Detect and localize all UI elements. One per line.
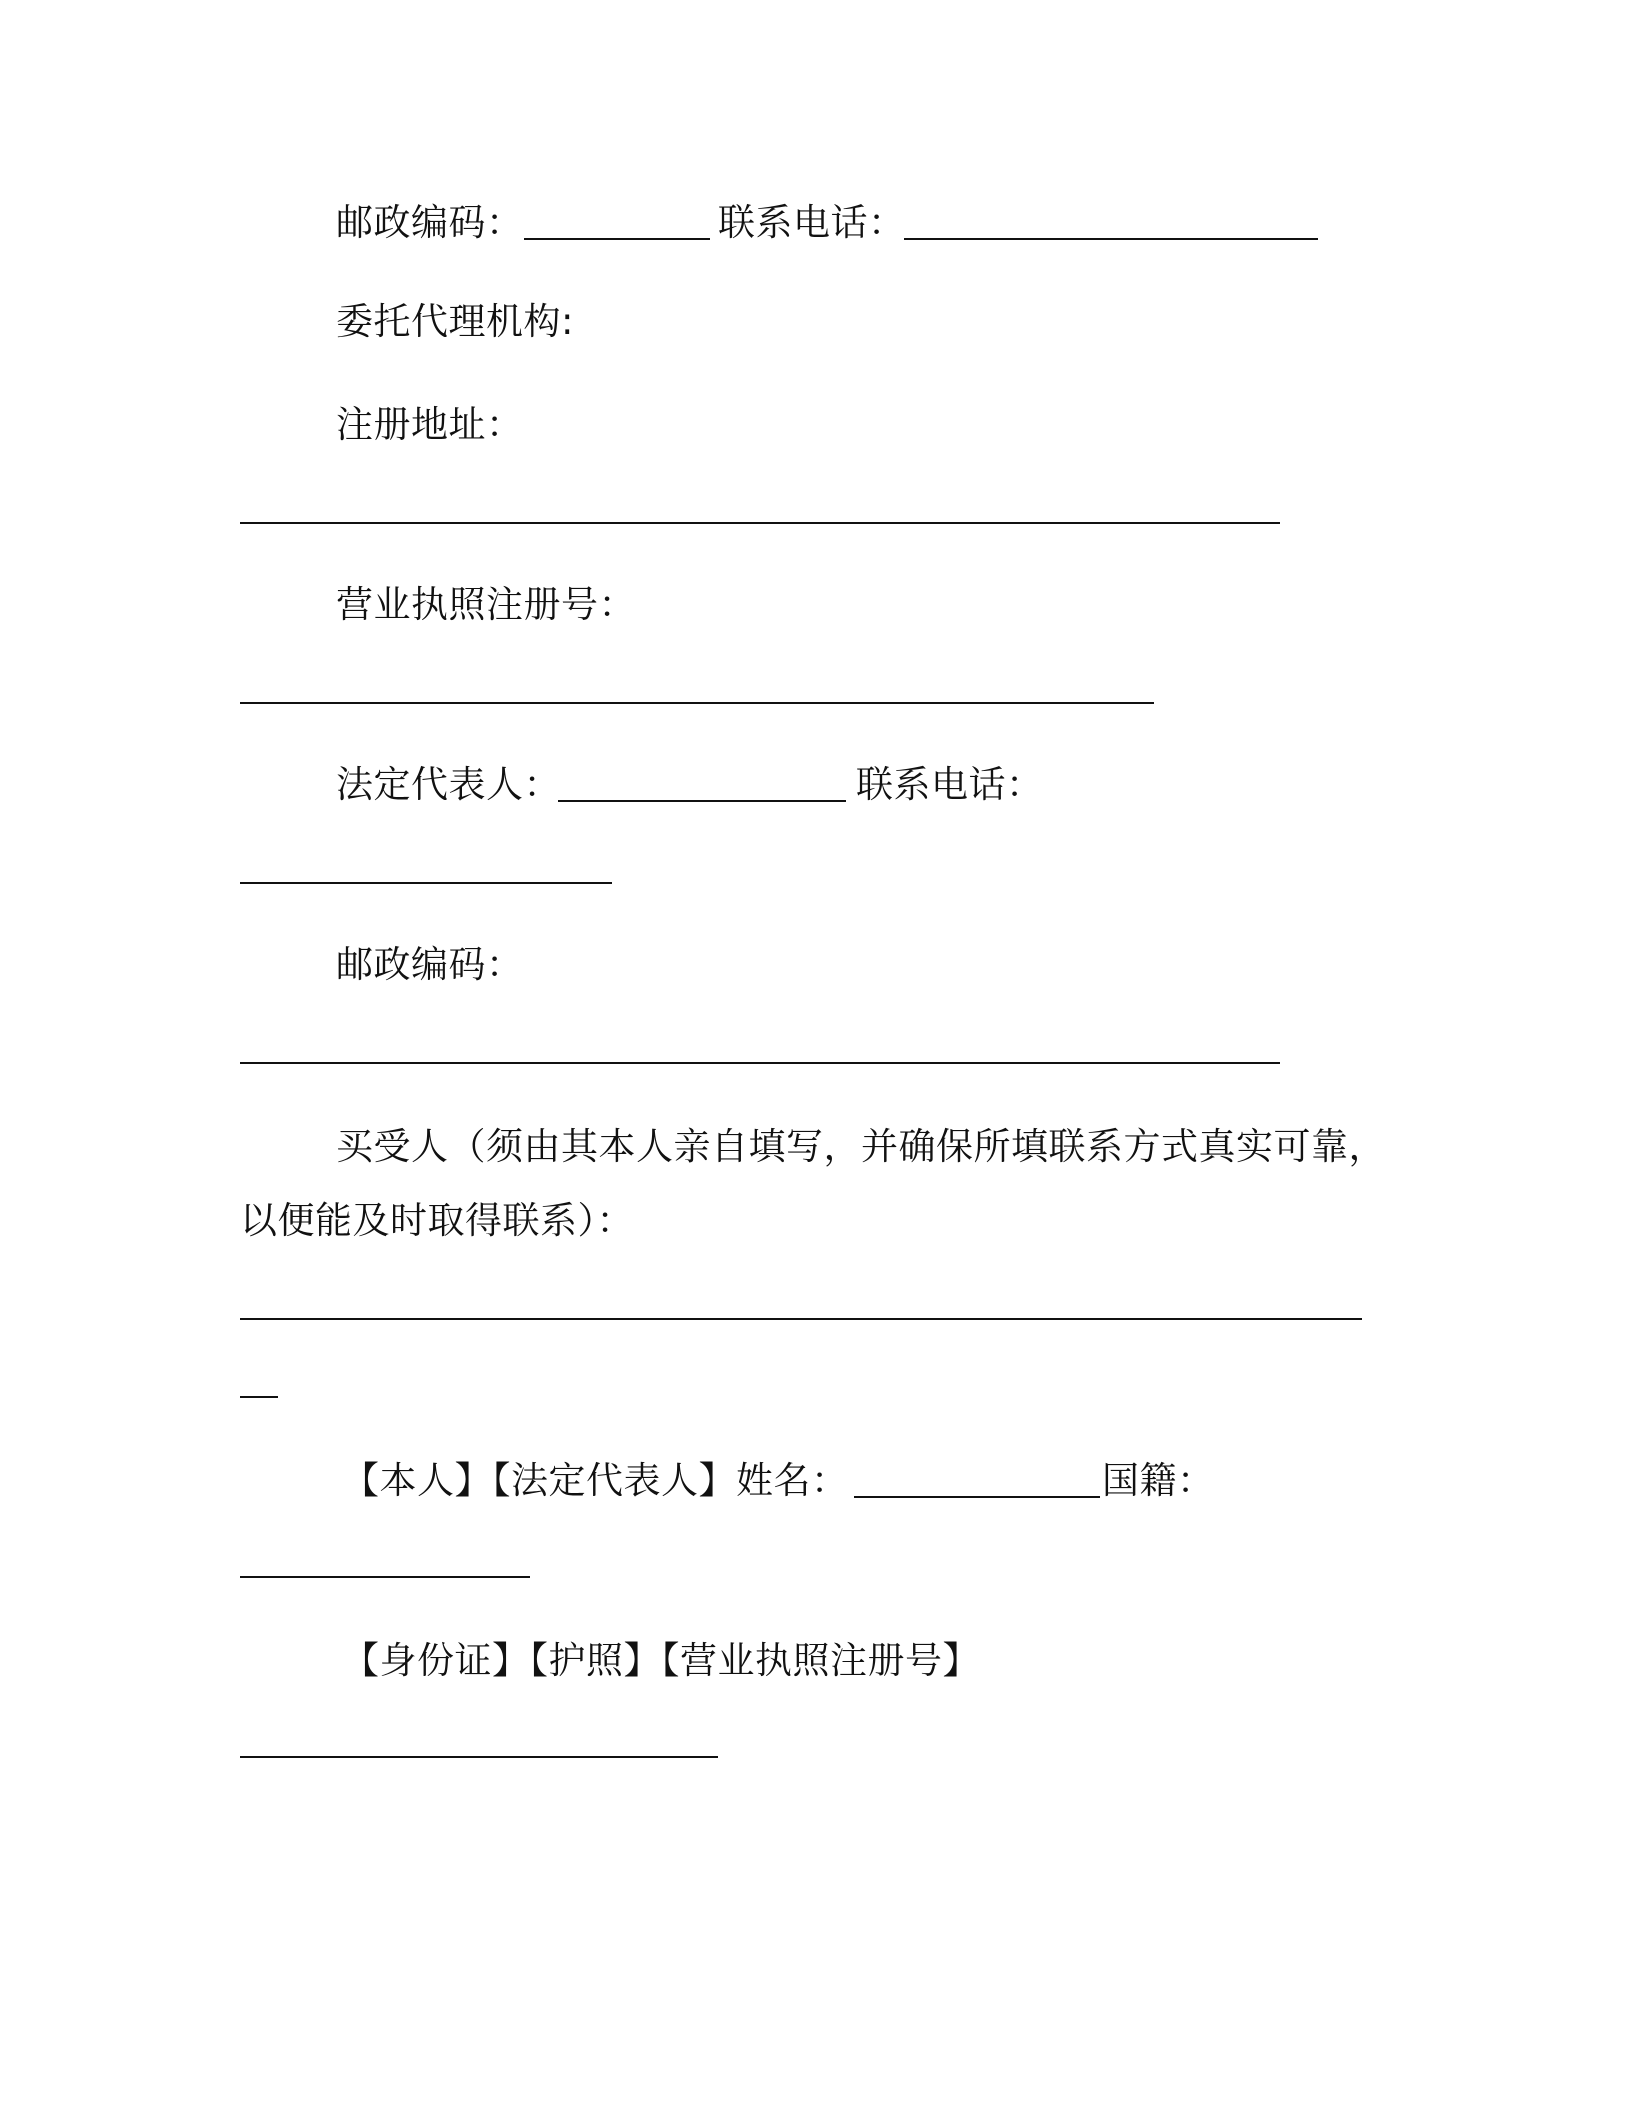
contact-phone-blank[interactable] [904,238,1318,240]
person-options: 【本人】【法定代表人】姓名： [342,1459,849,1502]
postal-code-label: 邮政编码： [336,201,524,244]
buyer-label-line2: 以便能及时取得联系）： [240,1199,634,1242]
nationality-label: 国籍： [1102,1459,1215,1502]
reg-address-label: 注册地址： [336,403,524,446]
legal-rep-phone-label: 联系电话： [856,763,1044,806]
legal-rep-phone-blank[interactable] [240,882,612,884]
business-license-label: 营业执照注册号： [336,583,636,626]
buyer-label-line1: 买受人（须由其本人亲自填写，并确保所填联系方式真实可靠， [336,1125,1386,1168]
reg-address-blank[interactable] [240,522,1280,524]
postal-code-blank-2[interactable] [240,1062,1280,1064]
id-number-blank[interactable] [240,1756,718,1758]
nationality-blank[interactable] [240,1576,530,1578]
legal-rep-blank[interactable] [558,800,846,802]
postal-code-blank[interactable] [524,238,710,240]
business-license-blank[interactable] [240,702,1154,704]
buyer-blank[interactable] [240,1318,1362,1320]
agency-label: 委托代理机构: [336,300,574,343]
name-blank[interactable] [854,1496,1100,1498]
contact-phone-label: 联系电话： [718,201,906,244]
legal-rep-label: 法定代表人： [336,763,561,806]
postal-code-label-2: 邮政编码： [336,943,524,986]
id-options: 【身份证】【护照】【营业执照注册号】 [342,1639,980,1682]
buyer-blank-continuation[interactable] [240,1396,278,1398]
